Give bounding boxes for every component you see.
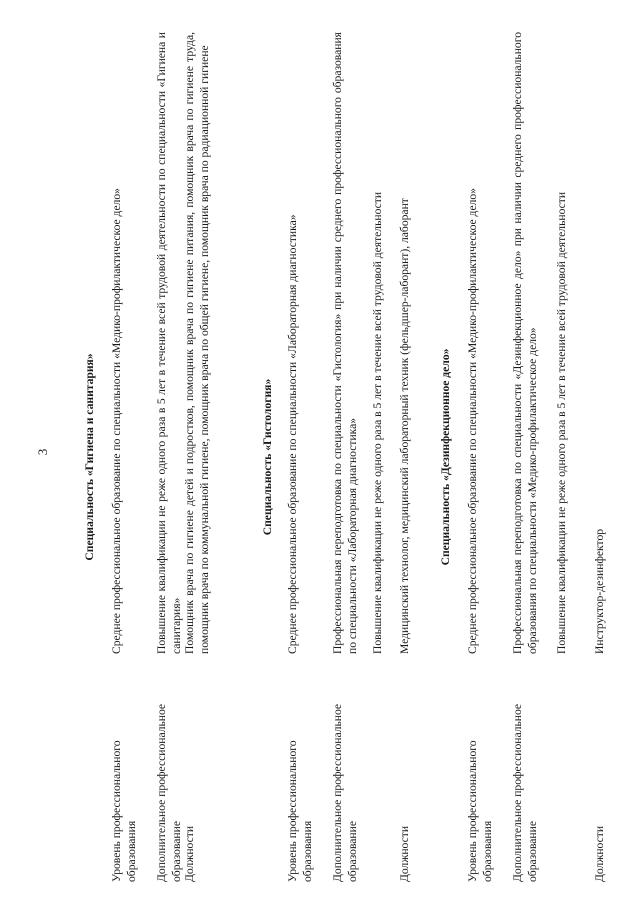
row-value-education-level: Среднее профессиональное образование по специальности «Медико-профилактическое дело» (110, 188, 123, 654)
row-value-qualification: Повышение квалификации не реже одного раза в 5 лет в течение всей трудовой деятельности (555, 191, 568, 654)
section-heading-histology: Специальность «Гистология» (261, 378, 274, 536)
row-value-qualification: Повышение квалификации не реже одного раза в 5 лет в течение всей трудовой деятельности (371, 191, 384, 654)
row-value-education-level: Среднее профессиональное образование по специальности «Медико-профилактическое дело» (466, 188, 479, 654)
row-label-positions: Должности (183, 825, 196, 882)
row-value-additional-education: Профессиональная переподготовка по специальности «Дезинфекционное дело» при наличии среднего профессионального образования по специальности «Медико-профилактическое дело» (511, 32, 539, 654)
row-label-additional-education: Дополнительное профессиональное образование (511, 703, 539, 882)
row-value-additional-education: Профессиональная переподготовка по специальности «Гистология» при наличии среднего профессионального образования по специальности «Лабораторная диагностика» (331, 32, 359, 654)
section-heading-hygiene: Специальность «Гигиена и санитария» (83, 353, 96, 561)
row-label-education-level: Уровень профессионального образования (110, 740, 138, 882)
row-label-education-level: Уровень профессионального образования (286, 740, 314, 882)
row-value-positions: Медицинский технолог, медицинский лабораторный техник (фельдшер-лаборант), лаборант (398, 198, 411, 654)
row-value-positions: Инструктор-дезинфектор (593, 528, 606, 654)
row-label-additional-education: Дополнительное профессиональное образование (155, 703, 183, 882)
row-label-positions: Должности (398, 825, 411, 882)
row-value-education-level: Среднее профессиональное образование по специальности «Лабораторная диагностика» (286, 214, 299, 654)
row-value-positions: Помощник врача по гигиене детей и подростков, помощник врача по гигиене питания, помощник врача по гигиене труда, помощник врача по коммунальной гигиене, помощник врача по общей гигиене, помощник врача по радиационной гигиене (183, 32, 211, 654)
rotated-document-body (72, 32, 617, 882)
page-number: 3 (35, 448, 50, 456)
row-value-additional-education: Повышение квалификации не реже одного раза в 5 лет в течение всей трудовой деятельности по специальности «Гигиена и санитария» (155, 32, 183, 654)
row-label-additional-education: Дополнительное профессиональное образование (331, 703, 359, 882)
row-label-positions: Должности (593, 825, 606, 882)
section-heading-disinfection: Специальность «Дезинфекционное дело» (439, 348, 452, 566)
row-label-education-level: Уровень профессионального образования (466, 740, 494, 882)
